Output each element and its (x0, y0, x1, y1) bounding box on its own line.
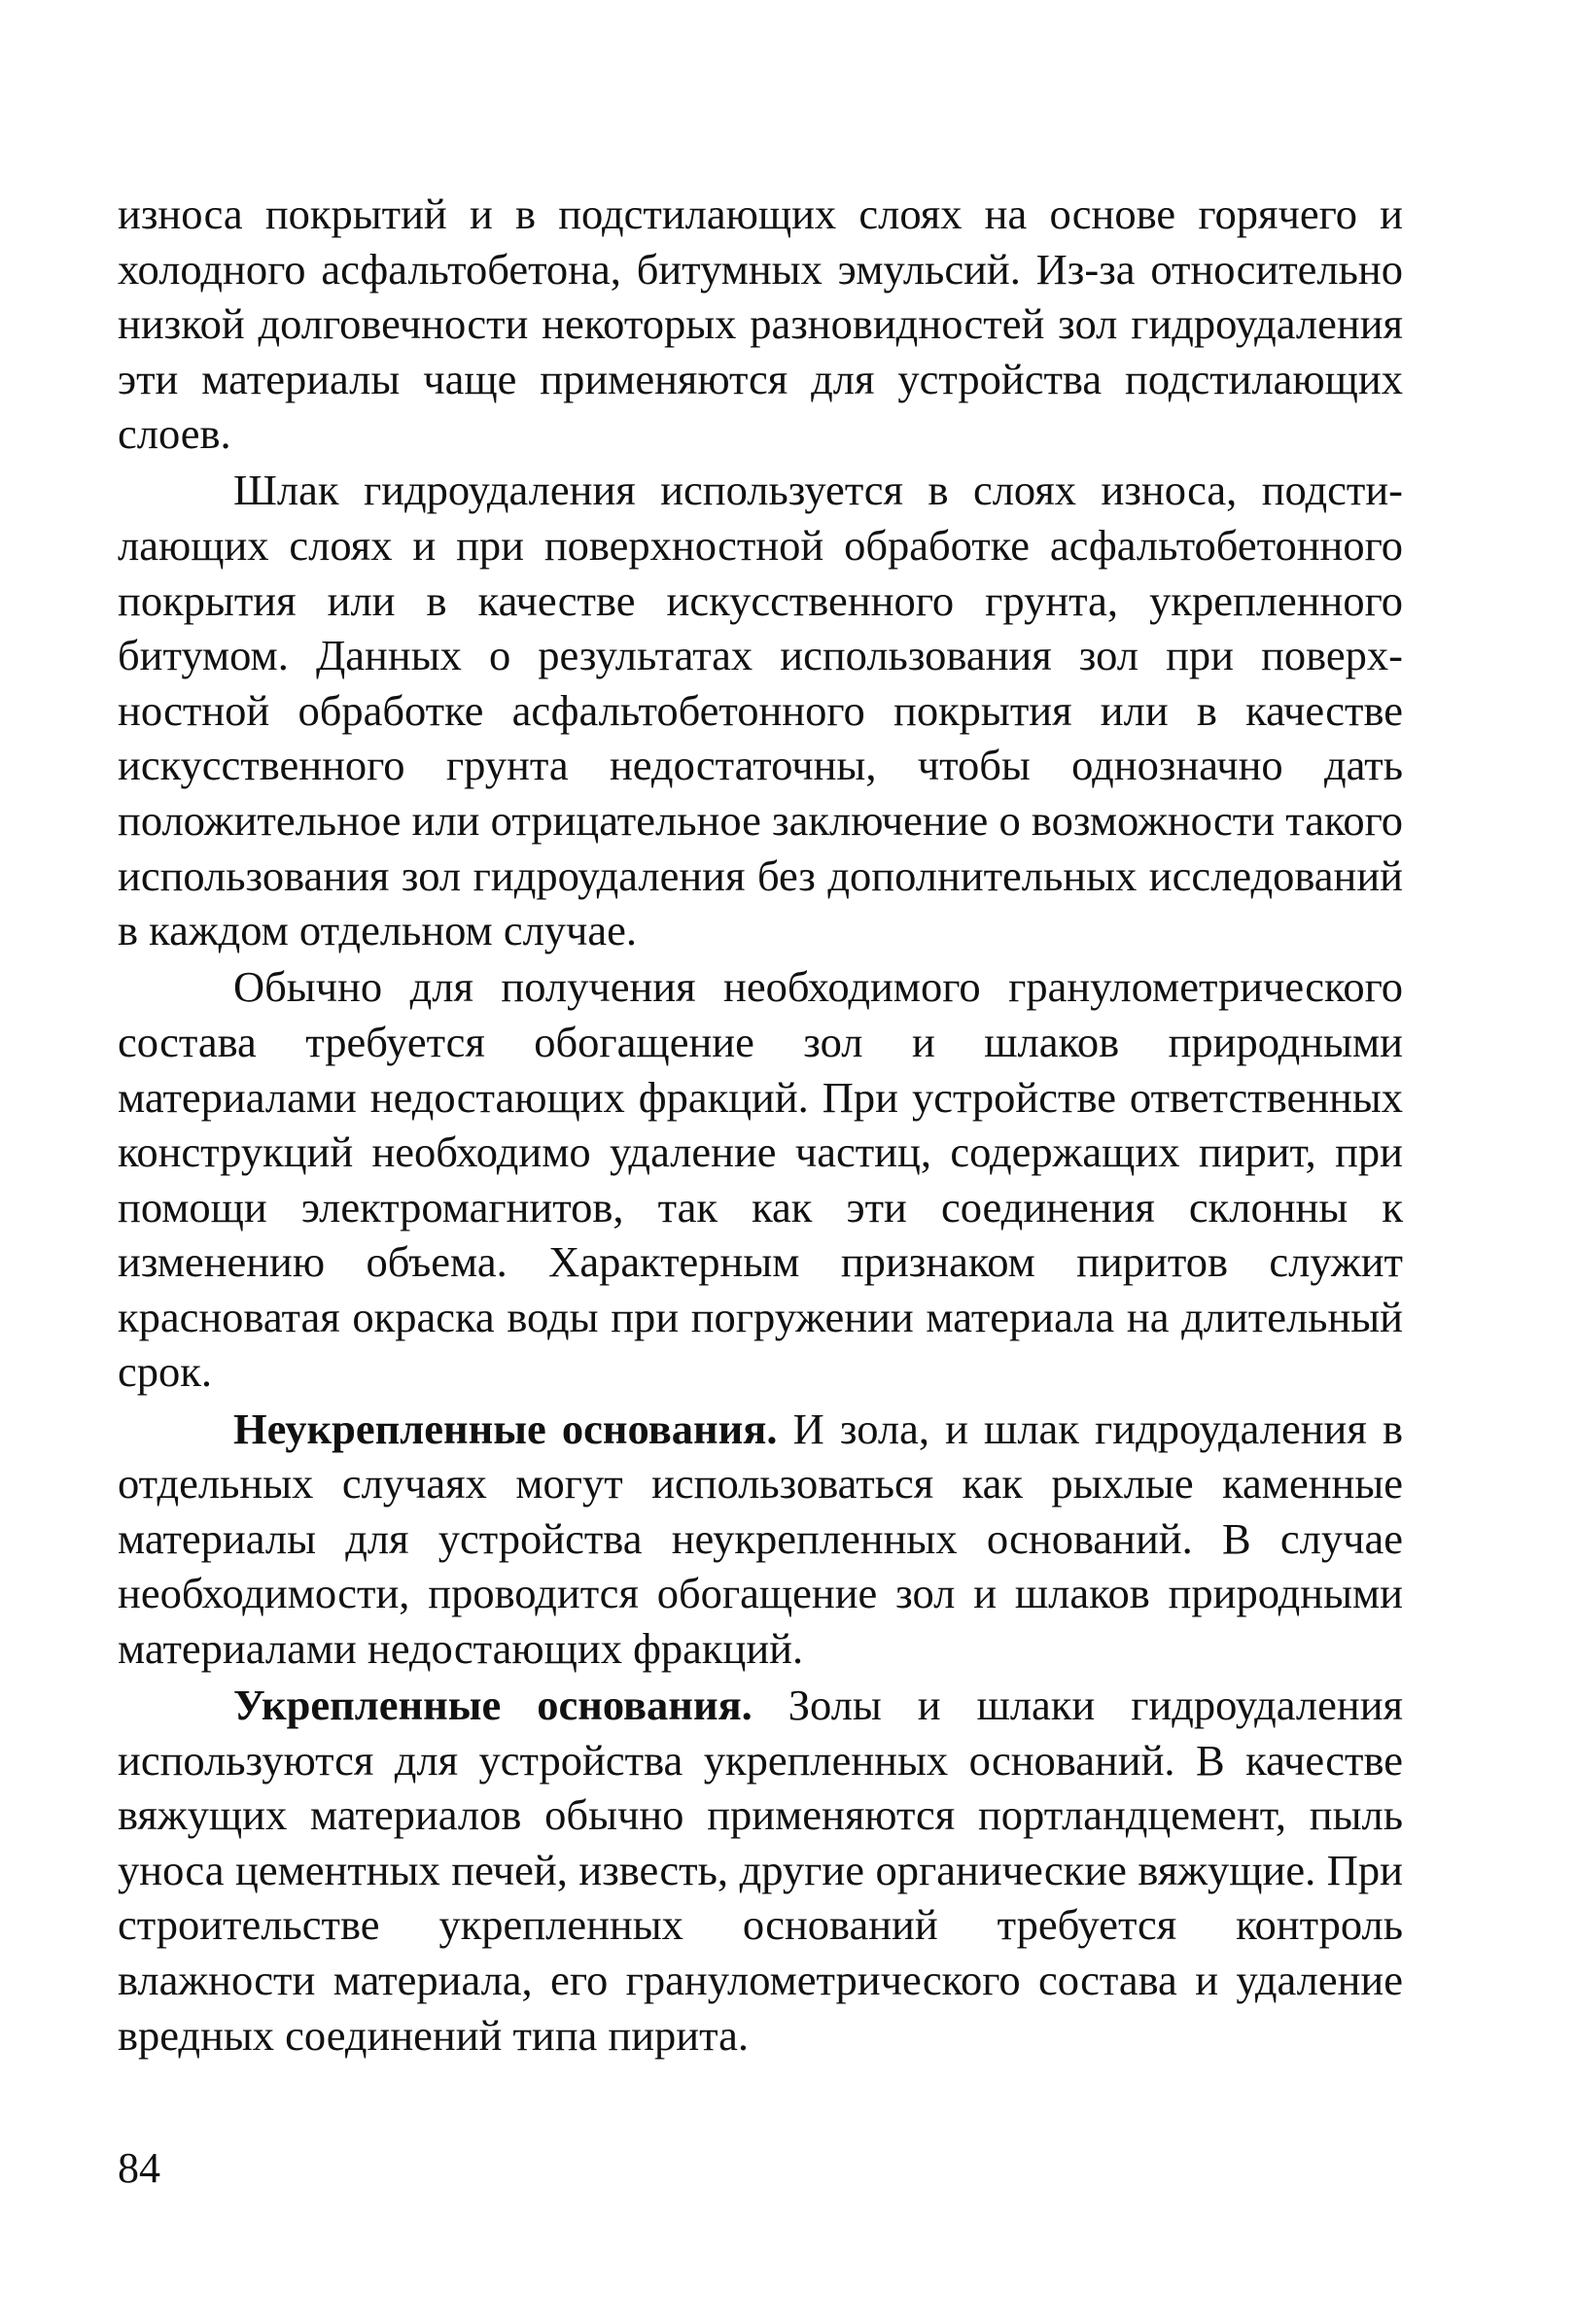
section-heading-unreinforced-bases: Неукрепленные основания. (233, 1404, 778, 1453)
paragraph-4 (118, 1402, 1403, 1677)
paragraph-4-text: И зола, и шлак гидроудаления в отдельных случаях могут использоваться как рыхлые каменные материалы для устройства неукрепленных оснований. В случае необходимости, проводится обогащение зол и шлаков природными материалами недостающих фракций. (118, 1404, 1403, 1673)
section-heading-reinforced-bases: Укрепленные основания. (233, 1681, 753, 1730)
paragraph-5-text: Золы и шлаки гидроудаления используются для устройства укрепленных оснований. В качестве вяжущих материалов обычно применяются портландцемент, пыль уноса цементных печей, известь, другие органические вяжущие. При строительстве укрепленных оснований требуется контроль влажности материала, его гранулометрического состава и удаление вредных соединений типа пирита. (118, 1681, 1403, 2060)
paragraph-1: износа покрытий и в подстилающих слоях на основе горячего и холодного асфальтобетона, битумных эмульсий. Из-за относительно низкой долговечности некоторых разновидностей зол гидроудаления эти материалы чаще применяются для устройства подстилающих слоев. (118, 190, 1403, 459)
paragraph-5 (118, 1678, 1403, 2063)
body-text (118, 187, 1403, 2064)
paragraph-2: Шлак гидроудаления используется в слоях износа, подстилающих слоях и при поверхностной обработке асфальтобетонного покрытия или в качестве искусственного грунта, укрепленного битумом. Данных о результатах использования зол при поверхностной обработке асфальтобетонного покрытия или в качестве искусственного грунта недостаточны, чтобы однозначно дать положительное или отрицательное заключение о возможности такого использования зол гидроудаления без дополнительных исследований в каждом отдельном случае. (118, 466, 1403, 955)
page-number: 84 (118, 2144, 160, 2192)
paragraph-3: Обычно для получения необходимого гранулометрического состава требуется обогащение зол и шлаков природными материалами недостающих фракций. При устройстве ответственных конструкций необходимо удаление частиц, содержащих пирит, при помощи электромагнитов, так как эти соединения склонны к изменению объема. Характерным признаком пиритов служит красноватая окраска воды при погружении материала на длительный срок. (118, 962, 1403, 1397)
